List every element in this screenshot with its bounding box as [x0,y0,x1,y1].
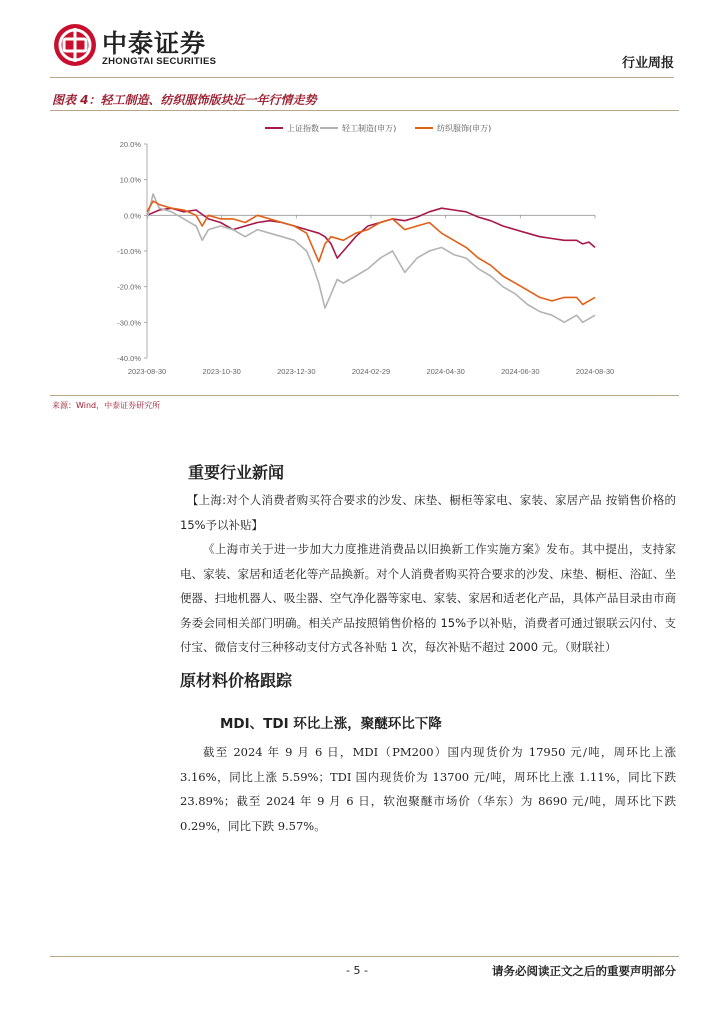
x-tick-label: 2023-12-30 [277,367,316,376]
y-tick-label: 20.0% [119,140,141,149]
news-item-title: 【上海:对个人消费者购买符合要求的沙发、床垫、橱柜等家电、家装、家居产品 按销售价格的 15%予以补贴】 [180,493,676,532]
materials-heading: 原材料价格跟踪 [180,671,293,690]
page-number: - 5 - [346,964,368,977]
header-divider [50,77,674,78]
company-logo [52,22,272,72]
figure-title-divider [50,110,679,111]
y-tick-label: -20.0% [117,282,141,292]
materials-paragraph [180,740,676,838]
news-item [180,488,676,660]
x-tick-label: 2023-10-30 [202,367,241,376]
chart-y-axis [117,140,147,363]
materials-body: 截至 2024 年 9 月 6 日，MDI（PM200）国内现货价为 17950 元/吨，周环比上涨 3.16%，同比上涨 5.59%；TDI 国内现货价为 13700 元/吨，周环比上涨 1.11%，同比下跌 23.89%；截至 2024 年 9 月 6 日，软泡聚醚市场价（华东）为 8690 元/吨，周环比下跌 0.29%，同比下跌 9.57%。 [180,745,676,833]
news-heading: 重要行业新闻 [188,463,285,482]
legend-label: 上证指数 [287,124,319,133]
logo-text-cn: 中泰证券 [102,29,207,58]
source-divider [50,395,679,396]
market-trend-chart [95,118,635,386]
report-type-label: 行业周报 [621,56,674,71]
chart-legend [265,123,491,133]
legend-label: 轻工制造(申万) [342,124,397,133]
figure-title: 图表 4：轻工制造、纺织服饰版块近一年行情走势 [52,93,317,107]
legend-label: 纺织服饰(申万) [437,124,492,133]
logo-text-en: ZHONGTAI SECURITIES [102,56,217,67]
figure-source: 来源：Wind，中泰证券研究所 [52,401,161,410]
y-tick-label: -30.0% [117,318,141,328]
materials-subheading: MDI、TDI 环比上涨，聚醚环比下降 [220,716,442,732]
news-item-body: 《上海市关于进一步加大力度推进消费品以旧换新工作实施方案》发布。其中提出，支持家电、家装、家居和适老化等产品换新。对个人消费者购买符合要求的沙发、床垫、橱柜、浴缸、坐便器、扫地机器人、吸尘器、空气净化器等家电、家装、家居和适老化产品，具体产品目录由市商务委会同相关部门明确。相关产品按照销售价格的 15%予以补贴，消费者可通过银联云闪付、支付宝、微信支付三种移动支付方式各补贴 1 次，每次补贴不超过 2000 元。（财联社） [180,542,676,654]
y-tick-label: 0.0% [123,211,141,221]
y-tick-label: -10.0% [117,247,141,256]
x-tick-label: 2024-06-30 [501,367,540,376]
logo-mark-icon [52,22,98,68]
series-line [147,194,595,322]
footer-divider [50,956,679,957]
chart-series [147,194,595,322]
y-tick-label: -40.0% [117,354,141,363]
x-tick-label: 2024-08-30 [575,367,615,376]
x-tick-label: 2023-08-30 [127,367,167,376]
chart-x-axis [128,215,614,376]
x-tick-label: 2024-04-30 [426,367,465,376]
y-tick-label: 10.0% [119,175,141,185]
disclaimer-note: 请务必阅读正文之后的重要声明部分 [492,964,676,978]
x-tick-label: 2024-02-29 [351,367,391,376]
